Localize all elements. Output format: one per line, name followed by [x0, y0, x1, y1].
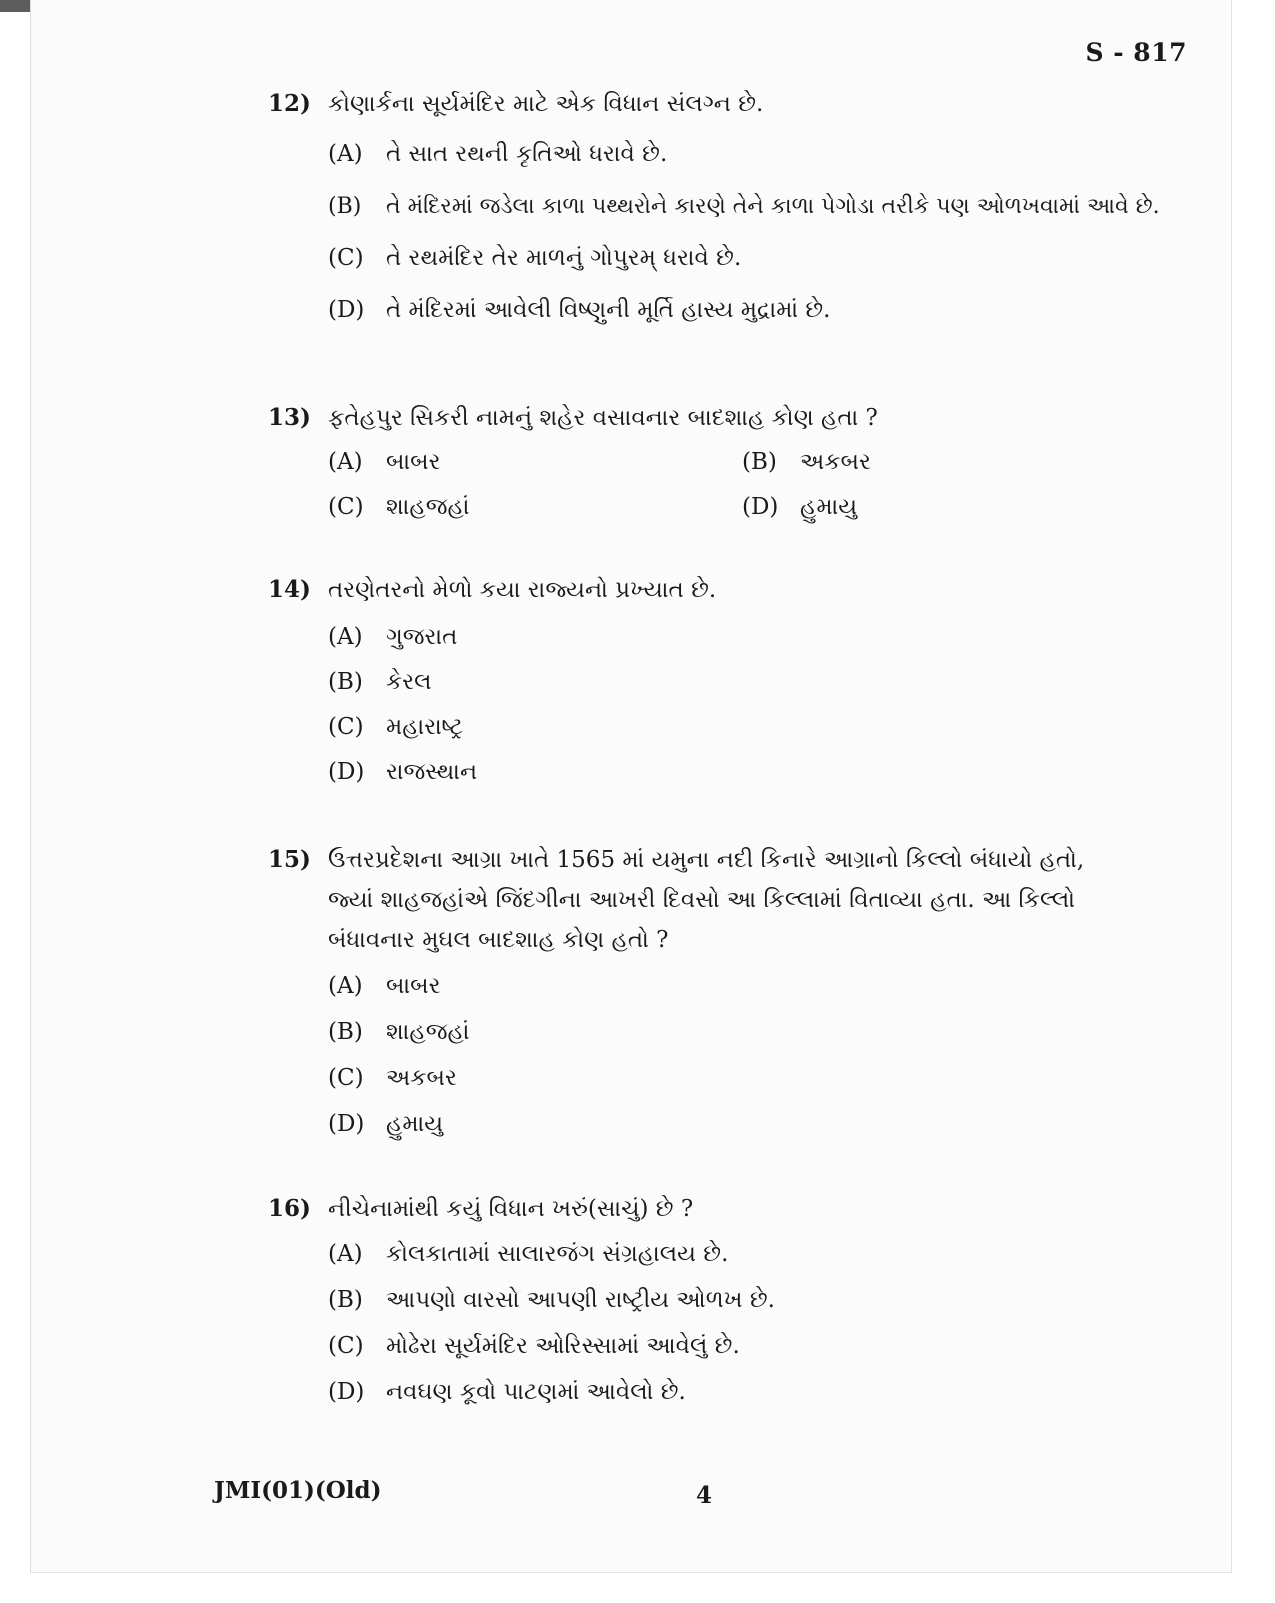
question-number: 14)	[268, 576, 311, 603]
option-label: (A)	[328, 449, 363, 475]
option-14-c	[328, 707, 463, 747]
question-text: ઉત્તરપ્રદેશના આગ્રા ખાતે 1565 માં યમુના નદી કિનારે આગ્રાનો કિલ્લો બંધાયો હતો, જ્યાં શાહજહાંએ જિંદગીના આખરી દિવસો આ કિલ્લામાં વિતાવ્યા હતા. આ કિલ્લો બંધાવનાર મુઘલ બાદશાહ કોણ હતો ?	[328, 847, 1085, 953]
option-label: (A)	[328, 624, 363, 650]
option-label: (B)	[328, 1019, 363, 1045]
option-text: અકબર	[386, 1065, 457, 1091]
option-label: (B)	[328, 194, 362, 219]
option-16-b	[328, 1280, 775, 1320]
option-label: (A)	[328, 1241, 363, 1267]
option-14-a	[328, 617, 457, 657]
option-text: તે સાત રથની કૃતિઓ ધરાવે છે.	[386, 141, 668, 167]
option-16-c	[328, 1326, 740, 1366]
option-text: અકબર	[800, 449, 871, 475]
option-label: (C)	[328, 1065, 364, 1091]
option-label: (D)	[328, 1111, 365, 1137]
option-text: હુમાયુ	[386, 1111, 444, 1137]
question-text: તરણેતરનો મેળો કયા રાજ્યનો પ્રખ્યાત છે.	[328, 577, 717, 603]
option-text: શાહજહાં	[386, 494, 470, 520]
option-label: (A)	[328, 141, 363, 167]
option-12-d	[328, 290, 830, 330]
option-text: નવઘણ કૂવો પાટણમાં આવેલો છે.	[386, 1379, 686, 1405]
option-label: (A)	[328, 973, 363, 999]
option-label: (B)	[742, 449, 777, 475]
option-text: બાબર	[386, 449, 441, 475]
question-number: 15)	[268, 846, 311, 873]
option-13-b	[742, 442, 871, 482]
option-text: બાબર	[386, 973, 441, 999]
page-number: 4	[696, 1482, 713, 1509]
option-label: (D)	[328, 1379, 365, 1405]
paper-code-header: S - 817	[1085, 38, 1187, 67]
option-label: (C)	[328, 494, 364, 520]
option-text: આપણો વારસો આપણી રાષ્ટ્રીય ઓળખ છે.	[386, 1287, 775, 1313]
option-text: તે રથમંદિર તેર માળનું ગોપુરમ્ ધરાવે છે.	[386, 245, 742, 271]
question-number: 16)	[268, 1195, 311, 1222]
option-text: શાહજહાં	[386, 1019, 470, 1045]
option-14-d	[328, 752, 477, 792]
option-13-c	[328, 487, 469, 527]
option-13-a	[328, 442, 440, 482]
option-text: કોલકાતામાં સાલારજંગ સંગ્રહાલય છે.	[386, 1241, 729, 1267]
footer-paper-code: JMI(01)(Old)	[214, 1477, 382, 1504]
option-15-b	[328, 1012, 469, 1052]
option-text: હુમાયુ	[800, 494, 858, 520]
option-label: (D)	[742, 494, 779, 520]
option-15-a	[328, 966, 440, 1006]
option-16-a	[328, 1234, 728, 1274]
option-label: (C)	[328, 1333, 364, 1359]
option-12-a	[328, 134, 667, 174]
option-15-c	[328, 1058, 457, 1098]
option-16-d	[328, 1372, 686, 1412]
option-label: (D)	[328, 297, 365, 323]
option-label: (B)	[328, 669, 363, 695]
option-text: રાજસ્થાન	[386, 759, 478, 785]
option-13-d	[742, 487, 857, 527]
option-text: મોઢેરા સૂર્યમંદિર ઓરિસ્સામાં આવેલું છે.	[386, 1333, 740, 1359]
option-text: કેરલ	[386, 669, 432, 695]
option-12-c	[328, 238, 741, 278]
option-15-d	[328, 1104, 443, 1144]
question-number: 13)	[268, 404, 311, 431]
option-label: (C)	[328, 245, 364, 271]
option-text: ગુજરાત	[386, 624, 458, 650]
option-text: મહારાષ્ટ્ર	[386, 714, 463, 740]
option-text: તે મંદિરમાં આવેલી વિષ્ણુની મૂર્તિ હાસ્ય મુદ્રામાં છે.	[386, 297, 831, 323]
question-text: ફતેહપુર સિકરી નામનું શહેર વસાવનાર બાદશાહ કોણ હતા ?	[328, 405, 878, 431]
option-text: તે મંદિરમાં જડેલા કાળા પથ્થરોને કારણે તેને કાળા પેગોડા તરીકે પણ ઓળખવામાં આવે છે.	[386, 194, 1160, 219]
option-12-b	[328, 187, 1160, 227]
question-number: 12)	[268, 90, 311, 117]
option-label: (B)	[328, 1287, 363, 1313]
option-label: (C)	[328, 714, 364, 740]
option-14-b	[328, 662, 432, 702]
question-text: નીચેનામાંથી કયું વિધાન ખરું(સાચું) છે ?	[328, 1196, 694, 1222]
question-text: કોણાર્કના સૂર્યમંદિર માટે એક વિધાન સંલગ્ન છે.	[328, 91, 764, 117]
option-label: (D)	[328, 759, 365, 785]
